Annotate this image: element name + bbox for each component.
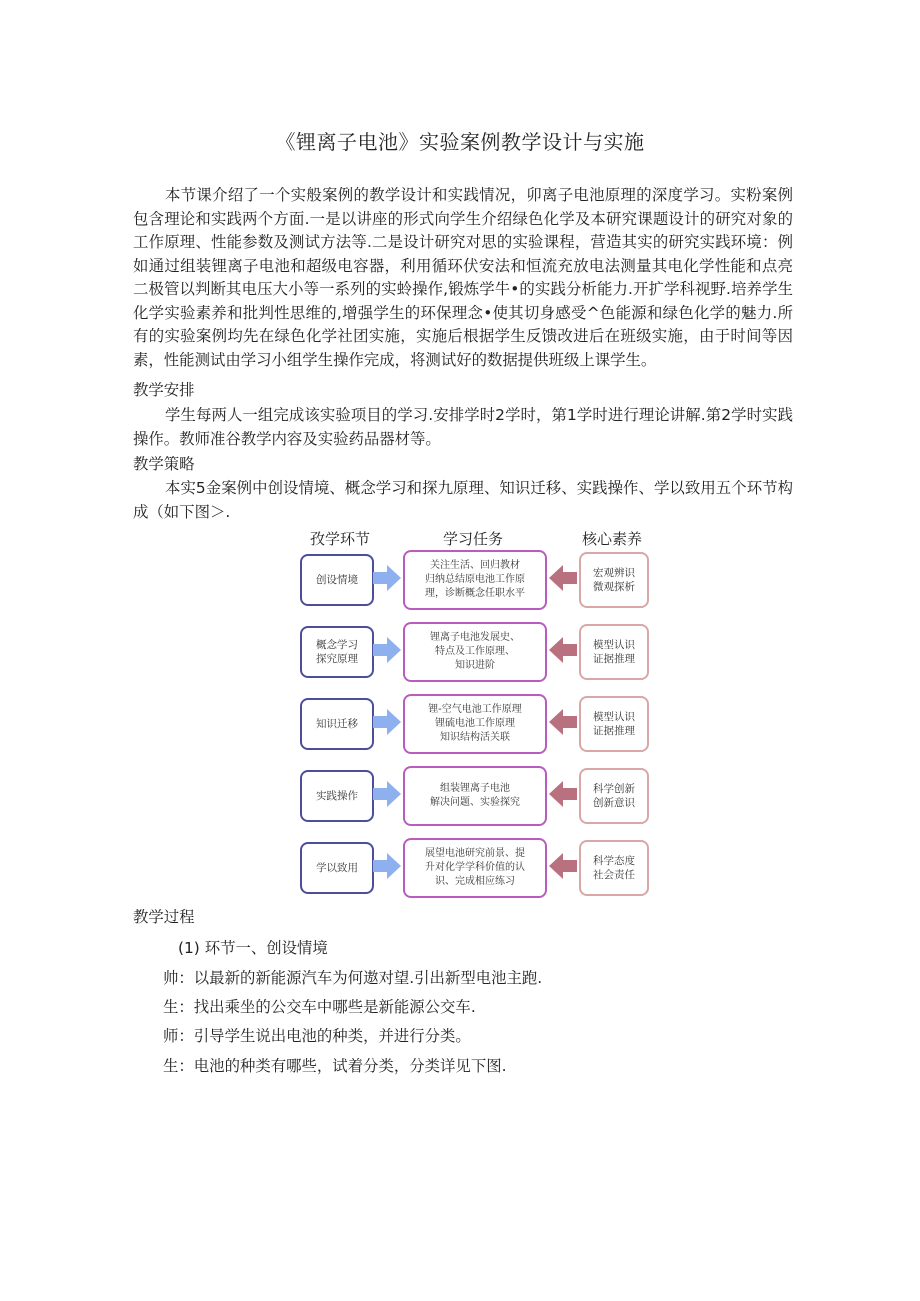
- literacy-box: 模型认识 证据推理: [579, 696, 649, 752]
- arrow-right-icon: [373, 563, 401, 593]
- arrow-right-icon: [373, 779, 401, 809]
- strategy-heading: 教学策略: [133, 455, 195, 473]
- dialog-line: 生：电池的种类有哪些，试着分类，分类详见下图.: [163, 1057, 507, 1075]
- stage-box: 实践操作: [300, 770, 374, 822]
- dialog-line: 师：引导学生说出电池的种类，并进行分类。: [163, 1027, 471, 1045]
- dialog-line: 帅：以最新的新能源汽车为何遨对望.引出新型电池主跑.: [163, 969, 543, 987]
- intro-paragraph: 本节课介绍了一个实般案例的教学设计和实践情况，卯离子电池原理的深度学习。实粉案例包含理论和实践两个方面.一是以讲座的形式向学生介绍绿色化学及本研究课题设计的研究对象的工作原理、性能参数及测试方法等.二是设计研究对思的实验课程，营造其实的研究实践环境：例如通过组装锂离子电池和超级电容器，利用循环伏安法和恒流充放电法测量其电化学性能和点亮二极管以判断其电压大小等一系列的实蛉操作,锻炼学牛•的实践分析能力.开扩学科视野.培养学生化学实验素养和批判性思维的,增强学生的环保理念•使其切身感受^色能源和绿色化学的魅力.所有的实验案例均先在绿色化学社团实施，实施后根据学生反馈改进后在班级实施，由于时间等因素，性能测试由学习小组学生操作完成，将测试好的数据提供班级上课学生。: [133, 186, 793, 369]
- task-box: 锂离子电池发展史、 特点及工作原理、 知识进阶: [403, 622, 547, 682]
- stage-box: 创设情境: [300, 554, 374, 606]
- task-box: 锂-空气电池工作原理 锂硫电池工作原理 知识结构活关联: [403, 694, 547, 754]
- arrow-left-icon: [549, 851, 577, 881]
- strategy-paragraph: 本实5金案例中创设情境、概念学习和探九原理、知识迁移、实践操作、学以致用五个环节构成（如下图＞.: [133, 479, 793, 521]
- arrow-left-icon: [549, 779, 577, 809]
- process-heading: 教学过程: [133, 908, 195, 926]
- arrow-right-icon: [373, 707, 401, 737]
- arrow-right-icon: [373, 851, 401, 881]
- task-box: 组装锂离子电池 解决问题、实验探究: [403, 766, 547, 826]
- column-header-task: 学习任务: [442, 530, 503, 548]
- document-title: 《锂离子电池》实验案例教学设计与实施: [275, 130, 645, 154]
- stage-box: 概念学习 探究原理: [300, 626, 374, 678]
- stage-box: 知识迁移: [300, 698, 374, 750]
- arrow-right-icon: [373, 635, 401, 665]
- arrange-heading: 教学安排: [133, 381, 195, 399]
- arrange-paragraph: 学生每两人一组完成该实验项目的学习.安排学时2学时，第1学时进行理论讲解.第2学时实践操作。教师准谷教学内容及实验药品器材等。: [133, 406, 793, 448]
- task-box: 展望电池研究前景、提 升对化学学科价值的认 识、完成相应练习: [403, 838, 547, 898]
- column-header-literacy: 核心素养: [581, 530, 642, 548]
- arrow-left-icon: [549, 635, 577, 665]
- literacy-box: 科学态度 社会责任: [579, 840, 649, 896]
- dialog-line: 生：找出乘坐的公交车中哪些是新能源公交车.: [163, 998, 476, 1016]
- task-box: 关注生活、回归教材 归纳总结原电池工作原 理，诊断概念任职水平: [403, 550, 547, 610]
- literacy-box: 科学创新 创新意识: [579, 768, 649, 824]
- arrow-left-icon: [549, 707, 577, 737]
- literacy-box: 模型认识 证据推理: [579, 624, 649, 680]
- stage-box: 学以致用: [300, 842, 374, 894]
- literacy-box: 宏观辨识 微观探析: [579, 552, 649, 608]
- step-one-label: (1) 环节一、创设情境: [178, 939, 328, 957]
- column-header-stage: 孜学环节: [309, 530, 370, 548]
- teaching-flow-diagram: [295, 524, 655, 904]
- arrow-left-icon: [549, 563, 577, 593]
